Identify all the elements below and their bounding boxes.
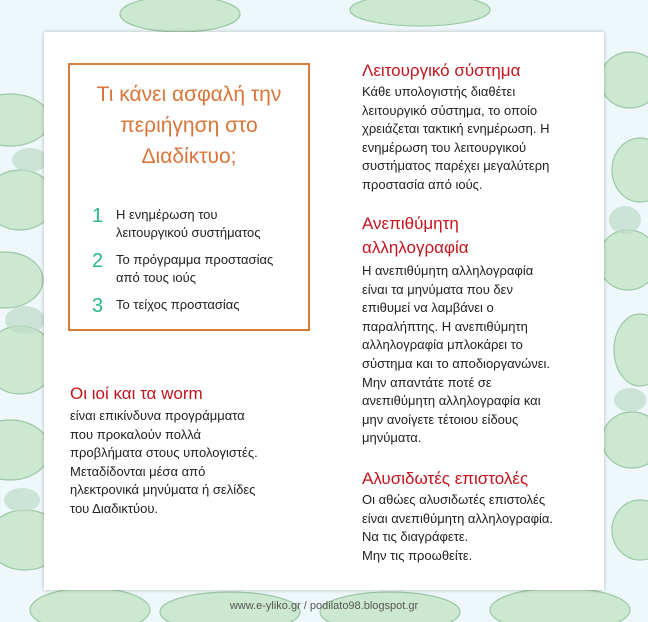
viruses-title: Οι ιοί και τα worm (70, 384, 203, 403)
body-line: είναι ανεπιθύμητη αλληλογραφία. (362, 510, 554, 526)
step-text (116, 250, 273, 287)
step-text-line: από τους ιούς (116, 270, 196, 285)
step-number: 1 (92, 205, 104, 227)
step-item (92, 295, 302, 317)
steps-list (92, 205, 302, 325)
body-line: ηλεκτρονικά μηνύματα ή σελίδες (70, 482, 256, 498)
step-number: 2 (92, 250, 104, 272)
chain-body (362, 491, 594, 565)
box-title-line: περιήγηση στο (120, 114, 258, 137)
body-line: Κάθε υπολογιστής διαθέτει (362, 84, 516, 99)
body-line: ενημέρωση του λειτουργικού (362, 139, 527, 155)
step-text-line: λειτουργικού συστήματος (116, 225, 261, 240)
box-title (70, 79, 308, 172)
safe-browsing-box (68, 63, 310, 331)
os-body (362, 83, 594, 195)
spam-body (362, 262, 594, 448)
os-title: Λειτουργικό σύστημα (362, 61, 521, 80)
step-item (92, 250, 302, 287)
info-page (44, 32, 604, 590)
body-line: του Διαδικτύου. (70, 500, 159, 516)
step-text (116, 205, 261, 242)
spam-title (362, 212, 469, 260)
body-line: είναι επικίνδυνα προγράμματα (70, 408, 245, 423)
chain-title: Αλυσιδωτές επιστολές (362, 469, 529, 488)
body-line: λειτουργικό σύστημα, το οποίο (362, 102, 538, 118)
body-line: Οι αθώες αλυσιδωτές επιστολές (362, 492, 546, 507)
viruses-body (70, 407, 320, 519)
body-line: αλληλογραφία μπλοκάρει το (362, 337, 523, 353)
step-number: 3 (92, 295, 104, 317)
body-line: μηνύματα. (362, 430, 422, 446)
body-line: Η ανεπιθύμητη αλληλογραφία (362, 263, 534, 278)
body-line: Μην απαντάτε ποτέ σε (362, 374, 492, 390)
body-line: επιθυμεί να λαμβάνει ο (362, 300, 494, 316)
body-line: σύστημα και το αποδιοργανώνει. (362, 355, 551, 371)
step-text-line: Η ενημέρωση του (116, 207, 218, 222)
body-line: μην ανοίγετε τέτοιου είδους (362, 411, 519, 427)
footer-credit: www.e-yliko.gr / podilato98.blogspot.gr (229, 600, 419, 612)
body-line: παραλήπτης. Η ανεπιθύμητη (362, 318, 528, 334)
body-line: προβλήματα στους υπολογιστές. (70, 445, 258, 461)
box-title-line: Διαδίκτυο; (141, 145, 237, 168)
step-text (116, 295, 240, 314)
body-line: Μην τις προωθείτε. (362, 547, 473, 563)
body-line: ανεπιθύμητη αλληλογραφία και (362, 393, 541, 409)
body-line: συστήματος παρέχει μεγαλύτερη (362, 158, 550, 174)
step-text-line: Το πρόγραμμα προστασίας (116, 252, 274, 267)
body-line: είναι τα μηνύματα που δεν (362, 281, 513, 297)
spam-title-line: αλληλογραφία (362, 238, 469, 257)
step-text-line: Το τείχος προστασίας (116, 297, 240, 312)
spam-title-line: Ανεπιθύμητη (362, 214, 459, 233)
step-item (92, 205, 302, 242)
body-line: προστασία από ιούς. (362, 176, 483, 192)
box-title-line: Τι κάνει ασφαλή την (96, 83, 282, 106)
body-line: Να τις διαγράφετε. (362, 529, 469, 545)
body-line: που προκαλούν πολλά (70, 426, 202, 442)
body-line: χρειάζεται τακτική ενημέρωση. Η (362, 121, 550, 137)
body-line: Μεταδίδονται μέσα από (70, 463, 206, 479)
